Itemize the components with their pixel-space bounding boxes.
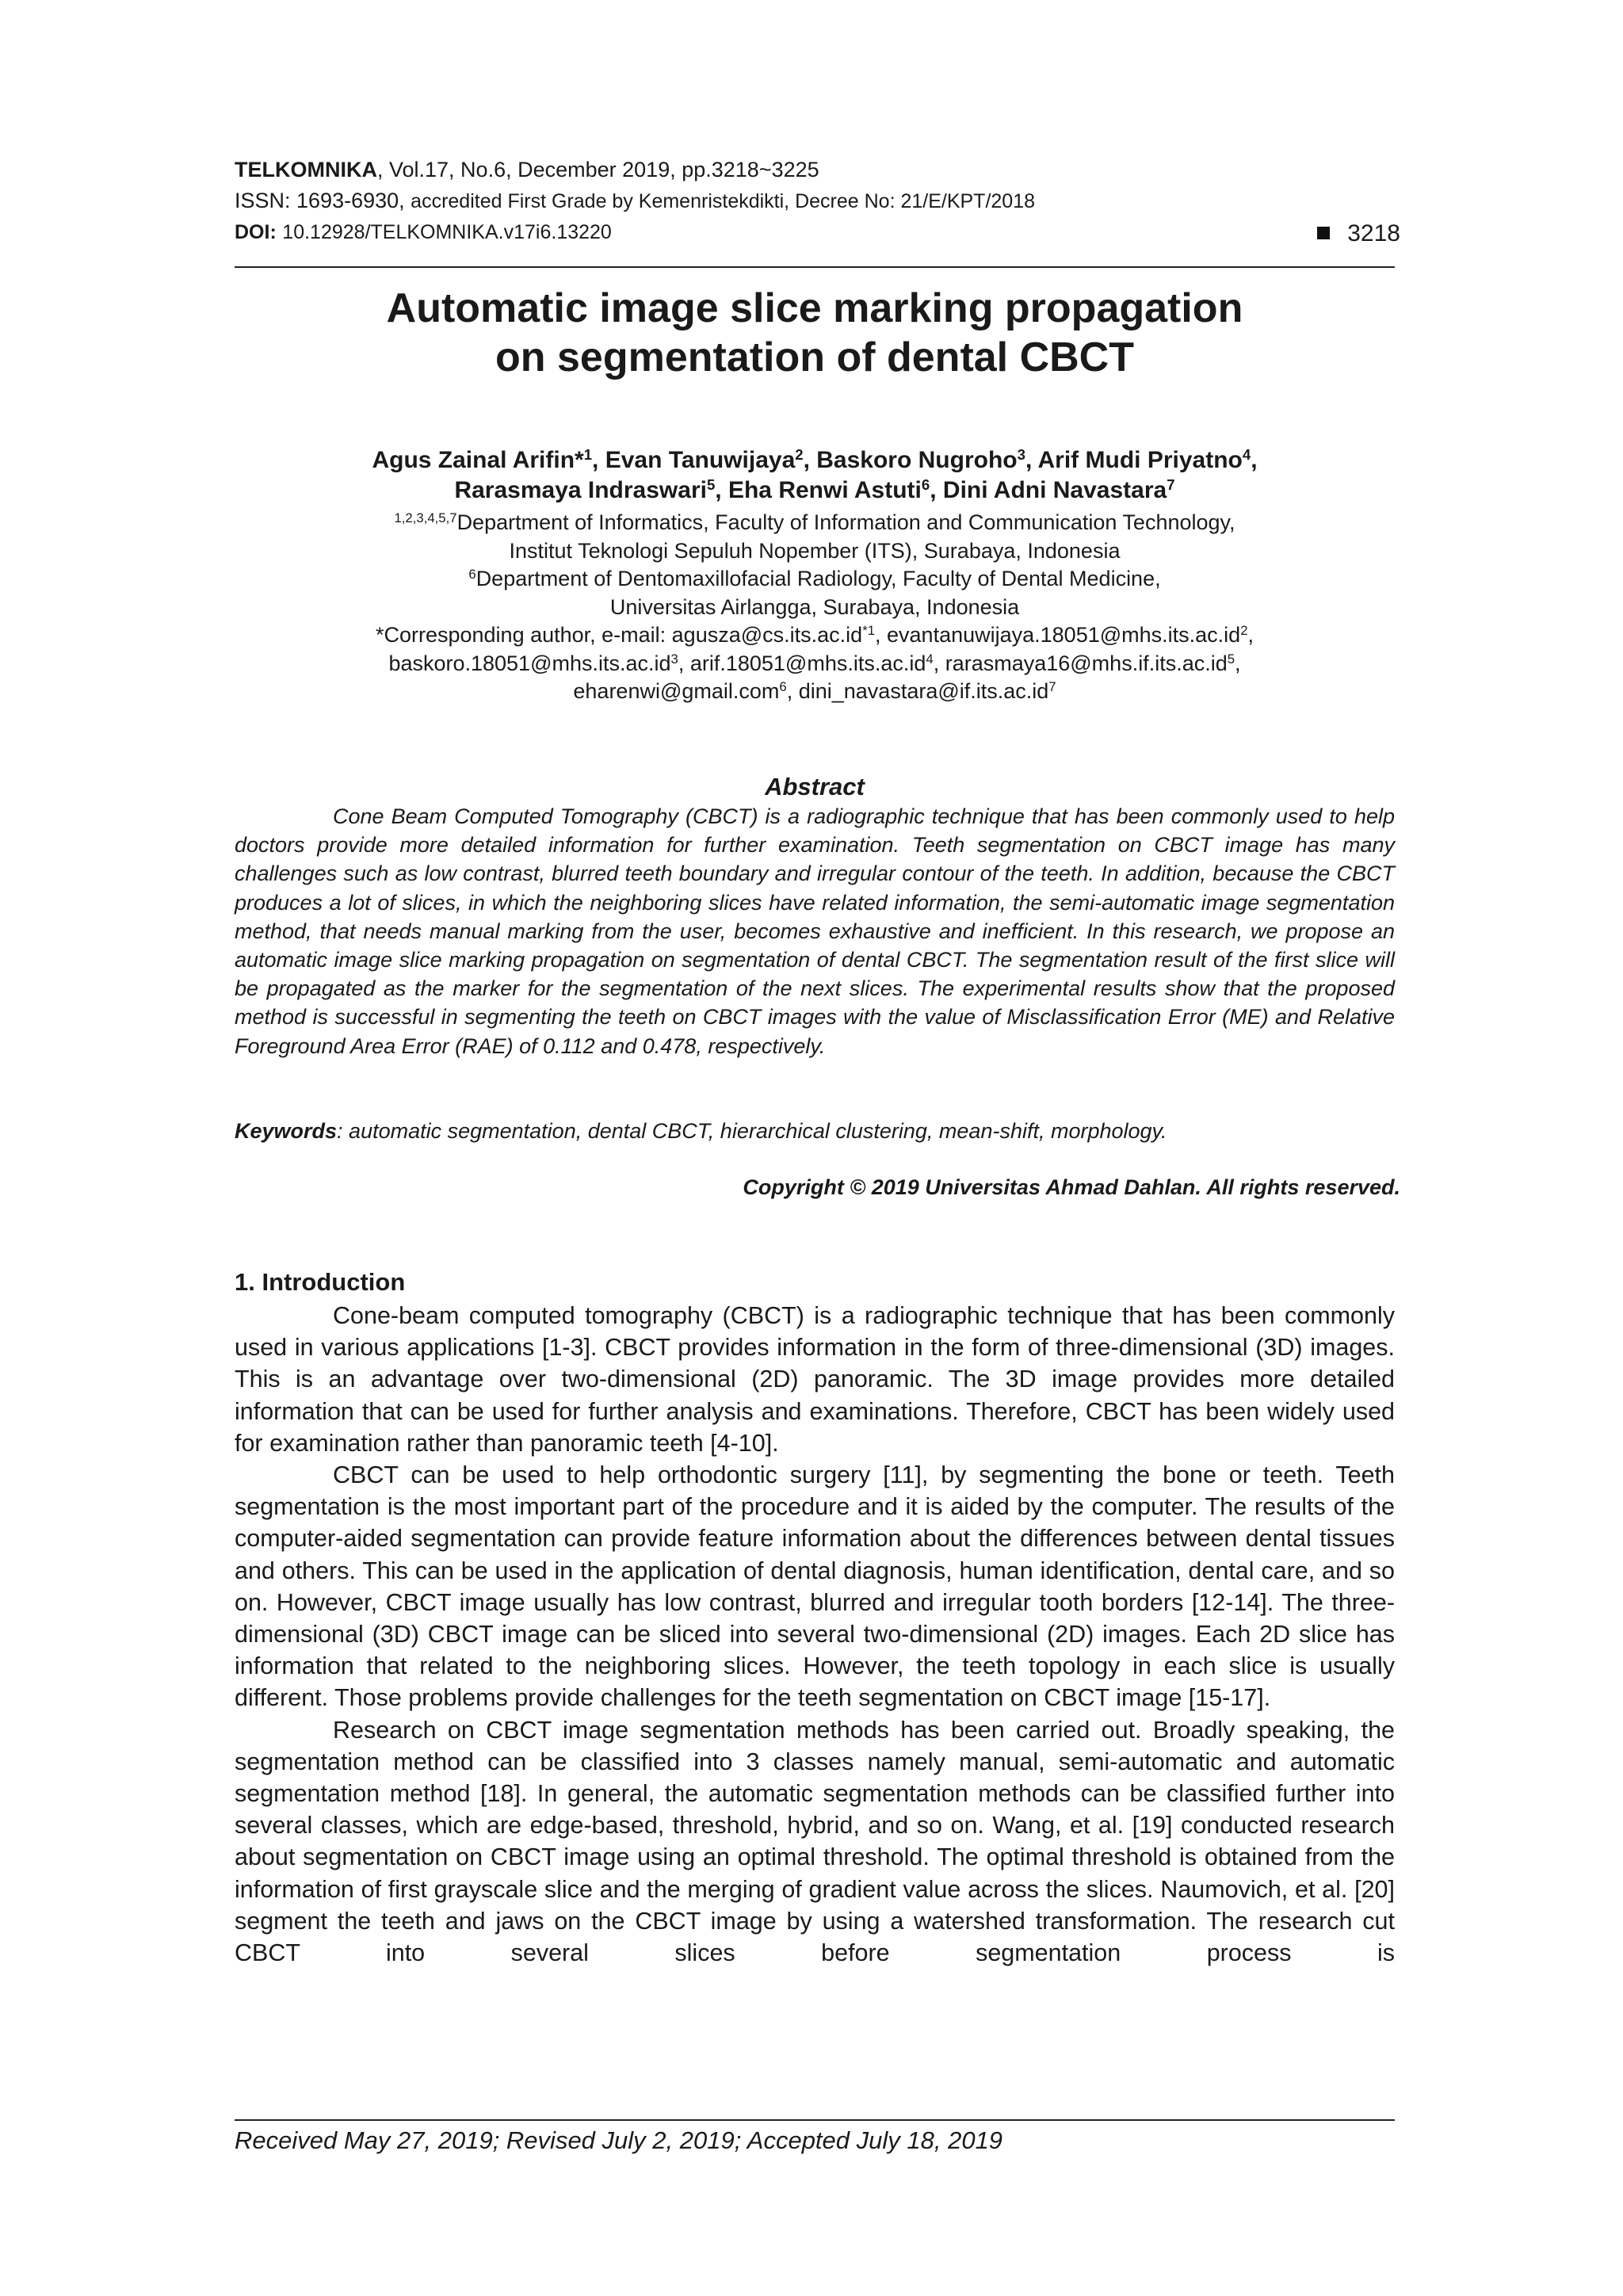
title-line-1: Automatic image slice marking propagation — [386, 285, 1243, 331]
author-superscript: 6 — [921, 476, 930, 493]
doi-value: 10.12928/TELKOMNIKA.v17i6.13220 — [282, 221, 612, 243]
introduction-body — [235, 1300, 1395, 1969]
author-line-1 — [235, 445, 1395, 476]
email-text: , rarasmaya16@mhs.if.its.ac.id — [933, 651, 1228, 675]
author-superscript: 4 — [1242, 445, 1251, 463]
page-number-value: 3218 — [1347, 220, 1400, 246]
affiliations — [235, 509, 1395, 706]
author-superscript: 2 — [795, 445, 804, 463]
affiliation-1-line-2: Institut Teknologi Sepuluh Nopember (ITS), Surabaya, Indonesia — [509, 538, 1121, 563]
author-superscript: 7 — [1167, 476, 1175, 493]
email-text: eharenwi@gmail.com — [573, 679, 780, 703]
keywords-text: : automatic segmentation, dental CBCT, hierarchical clustering, mean-shift, morphology. — [337, 1119, 1167, 1143]
journal-details: , Vol.17, No.6, December 2019, pp.3218~3225 — [376, 158, 819, 181]
paragraph: CBCT can be used to help orthodontic surgery [11], by segmenting the bone or teeth. Teeth segmentation is the most important part of the procedure and it is aided by the computer. The results of the computer-aided segmentation can provide feature information about the differences between dental tissues and others. This can be used in the application of dental diagnosis, human identification, dental care, and so on. However, CBCT image usually has low contrast, blurred and irregular tooth borders [12-14]. The three-dimensional (3D) CBCT image can be sliced into several two-dimensional (2D) images. Each 2D slice has information that related to the neighboring slices. However, the teeth topology in each slice is usually different. Those problems provide challenges for the teeth segmentation on CBCT image [15-17]. — [235, 1461, 1395, 1712]
affiliation-superscript: 1,2,3,4,5,7 — [394, 510, 457, 525]
author-list — [235, 445, 1395, 506]
author-line-2 — [235, 476, 1395, 506]
square-bullet-icon — [1317, 227, 1330, 239]
footer-rule — [235, 2119, 1395, 2121]
accreditation-note: accredited First Grade by Kemenristekdikti, Decree No: 21/E/KPT/2018 — [411, 190, 1036, 212]
title-line-2: on segmentation of dental CBCT — [495, 334, 1134, 380]
journal-name: TELKOMNIKA — [235, 158, 377, 181]
email-separator: , — [1247, 623, 1254, 647]
affiliation-text: Department of Informatics, Faculty of Information and Communication Technology, — [456, 510, 1235, 534]
author-superscript: 1 — [583, 445, 593, 463]
affiliation-1-line-1 — [235, 509, 1395, 537]
author-name: , Baskoro Nugroho — [803, 447, 1018, 473]
author-name: , Arif Mudi Priyatno — [1025, 447, 1243, 473]
paragraph: Cone-beam computed tomography (CBCT) is a radiographic technique that has been commonly used in various applications [1-3]. CBCT provides information in the form of three-dimensional (3D) images. This is an advantage over two-dimensional (2D) panoramic. The 3D image provides more detailed information that can be used for further analysis and examinations. Therefore, CBCT has been widely used for examination rather than panoramic teeth [4-10]. — [235, 1302, 1395, 1457]
email-superscript: 5 — [1227, 651, 1235, 667]
header-rule — [235, 266, 1395, 268]
submission-dates: Received May 27, 2019; Revised July 2, 2019; Accepted July 18, 2019 — [235, 2126, 1003, 2154]
abstract-heading: Abstract — [765, 773, 865, 800]
email-separator: , — [1235, 651, 1241, 675]
issn-line — [235, 188, 1035, 214]
email-text: , arif.18051@mhs.its.ac.id — [678, 651, 926, 675]
paragraph: Research on CBCT image segmentation methods has been carried out. Broadly speaking, the segmentation method can be classified into 3 classes namely manual, semi-automatic and automatic segmentation method [18]. In general, the automatic segmentation methods can be classified further into several classes, which are edge-based, threshold, hybrid, and so on. Wang, et al. [19] conducted research about segmentation on CBCT image using an optimal threshold. The optimal threshold is obtained from the information of first grayscale slice and the merging of gradient value across the slices. Naumovich, et al. [20] segment the teeth and jaws on the CBCT image by using a watershed transformation. The research cut CBCT into several slices before segmentation process is — [235, 1716, 1395, 1967]
affiliation-2-line-1 — [235, 565, 1395, 594]
doi-line — [235, 219, 612, 245]
affiliation-superscript: 6 — [468, 566, 476, 582]
email-superscript: 3 — [670, 651, 678, 667]
email-superscript: 2 — [1240, 622, 1248, 638]
email-line-2 — [235, 650, 1395, 678]
email-line-1 — [235, 621, 1395, 650]
author-name: , Evan Tanuwijaya — [592, 447, 796, 473]
email-text: , evantanuwijaya.18051@mhs.its.ac.id — [875, 623, 1241, 647]
author-superscript: 5 — [706, 476, 716, 493]
email-text: , dini_navastara@if.its.ac.id — [786, 679, 1049, 703]
email-superscript: 6 — [779, 678, 787, 694]
affiliation-text: Department of Dentomaxillofacial Radiology, Faculty of Dental Medicine, — [475, 567, 1161, 590]
email-superscript: 7 — [1048, 678, 1056, 694]
author-superscript: 3 — [1017, 445, 1025, 463]
email-line-3 — [235, 678, 1395, 706]
affiliation-2-line-2: Universitas Airlangga, Surabaya, Indonesia — [609, 594, 1020, 619]
paper-title — [235, 284, 1395, 382]
journal-citation — [235, 157, 819, 182]
author-name: , Eha Renwi Astuti — [715, 477, 922, 503]
author-name: Agus Zainal Arifin* — [372, 447, 584, 473]
author-name: , Dini Adni Navastara — [930, 477, 1167, 503]
keywords-label: Keywords — [235, 1119, 338, 1143]
email-superscript: 4 — [926, 651, 934, 667]
issn-label: ISSN: 1693-6930, — [235, 189, 405, 212]
abstract-body: Cone Beam Computed Tomography (CBCT) is a radiographic technique that has been commonly used to help doctors provide more detailed information for further examination. Teeth segmentation on CBCT image has many challenges such as low contrast, blurred teeth boundary and irregular contour of the teeth. In addition, because the CBCT produces a lot of slices, in which the neighboring slices have related information, the semi-automatic image segmentation method, that needs manual marking from the user, becomes exhaustive and inefficient. In this research, we propose an automatic image slice marking propagation on segmentation of dental CBCT. The segmentation result of the first slice will be propagated as the marker for the segmentation of the next slices. The experimental results show that the proposed method is successful in segmenting the teeth on CBCT images with the value of Misclassification Error (ME) and Relative Foreground Area Error (RAE) of 0.112 and 0.478, respectively. — [235, 804, 1395, 1058]
email-text: *Corresponding author, e-mail: agusza@cs.its.ac.id — [375, 623, 863, 647]
section-heading: 1. Introduction — [235, 1268, 406, 1296]
author-separator: , — [1251, 447, 1258, 473]
keywords — [235, 1119, 1395, 1144]
email-superscript: *1 — [862, 622, 876, 638]
page-number — [1317, 220, 1400, 247]
author-name: Rarasmaya Indraswari — [454, 477, 707, 503]
copyright-notice: Copyright © 2019 Universitas Ahmad Dahlan. All rights reserved. — [743, 1175, 1400, 1199]
doi-label: DOI: — [235, 221, 277, 243]
email-text: baskoro.18051@mhs.its.ac.id — [388, 651, 671, 675]
